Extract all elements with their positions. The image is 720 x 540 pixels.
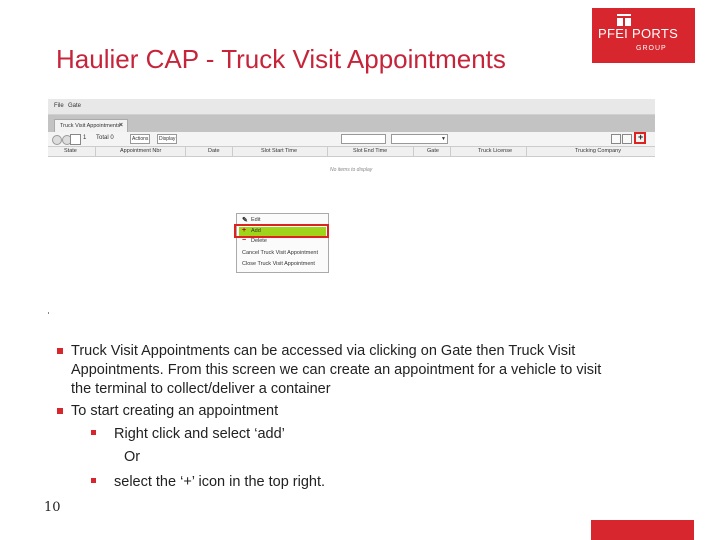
- bullet-text: Appointments. From this screen we can create an appointment for a vehicle to visit: [71, 362, 602, 378]
- bullet-text: Truck Visit Appointments can be accessed via clicking on Gate then Truck Visit: [71, 343, 576, 359]
- filter-select[interactable]: [391, 134, 448, 144]
- bullet-text: the terminal to collect/deliver a container: [71, 381, 331, 397]
- column-header[interactable]: State: [64, 148, 77, 154]
- plus-icon: +: [242, 227, 247, 234]
- bullet-icon: [57, 408, 63, 414]
- plus-icon: +: [638, 132, 644, 142]
- column-header[interactable]: Trucking Company: [575, 148, 621, 154]
- bullet-icon: [57, 348, 63, 354]
- toolbar: [48, 132, 655, 147]
- column-header[interactable]: Date: [208, 148, 220, 154]
- column-header[interactable]: Appointment Nbr: [120, 148, 162, 154]
- display-button[interactable]: Display: [159, 136, 176, 142]
- column-header[interactable]: Truck License: [478, 148, 513, 154]
- filter-combo[interactable]: [341, 134, 386, 144]
- bullet-icon: [91, 478, 96, 483]
- page-input[interactable]: [70, 134, 81, 145]
- empty-message: No items to display: [330, 167, 373, 173]
- menu-item-delete[interactable]: − Delete: [242, 237, 267, 244]
- app-screenshot: [48, 99, 655, 312]
- close-icon[interactable]: ×: [118, 122, 123, 129]
- grid-header: [48, 147, 655, 157]
- menu-item-close[interactable]: Close Truck Visit Appointment: [242, 261, 315, 267]
- tab-label: Truck Visit Appointments: [60, 123, 121, 129]
- menu-bar: [48, 99, 655, 115]
- bullet-text: Or: [124, 449, 141, 465]
- column-header[interactable]: Slot Start Time: [261, 148, 298, 154]
- logo-name: PFEI PORTS: [598, 26, 679, 41]
- check-icon[interactable]: [622, 134, 632, 144]
- add-button[interactable]: [634, 132, 646, 144]
- page-number: 10: [44, 500, 61, 515]
- bullet-text: Right click and select ‘add’: [114, 426, 285, 442]
- pfei-ports-logo: [592, 8, 695, 63]
- actions-button[interactable]: Actions: [132, 136, 149, 142]
- chevron-down-icon: ▼: [441, 136, 446, 142]
- total-count: Total 0: [96, 135, 114, 141]
- logo-mark-icon: [617, 14, 631, 26]
- bullet-text: To start creating an appointment: [71, 403, 279, 419]
- menu-gate[interactable]: Gate: [68, 103, 82, 109]
- column-header[interactable]: Gate: [427, 148, 439, 154]
- menu-file[interactable]: File: [54, 103, 64, 109]
- prev-page-icon[interactable]: [52, 135, 62, 145]
- tab-truck-visit-appointments[interactable]: [54, 119, 128, 133]
- menu-item-edit[interactable]: ✎ Edit: [242, 217, 261, 224]
- column-header[interactable]: Slot End Time: [353, 148, 388, 154]
- menu-item-add[interactable]: + Add: [239, 227, 326, 236]
- page-number: 1: [83, 135, 87, 141]
- bullet-icon: [91, 430, 96, 435]
- add-highlight: [234, 224, 329, 238]
- edit-icon: ✎: [242, 217, 248, 224]
- menu-item-cancel[interactable]: Cancel Truck Visit Appointment: [242, 250, 319, 256]
- context-menu: [236, 213, 329, 273]
- logo-sub: GROUP: [636, 45, 667, 52]
- refresh-icon[interactable]: [611, 134, 621, 144]
- footer-accent-bar: [591, 520, 694, 540]
- tab-strip: [48, 115, 655, 132]
- bullet-text: select the ‘+’ icon in the top right.: [114, 474, 326, 490]
- slide-title: Haulier CAP - Truck Visit Appointments: [56, 44, 506, 74]
- minus-icon: −: [242, 237, 247, 244]
